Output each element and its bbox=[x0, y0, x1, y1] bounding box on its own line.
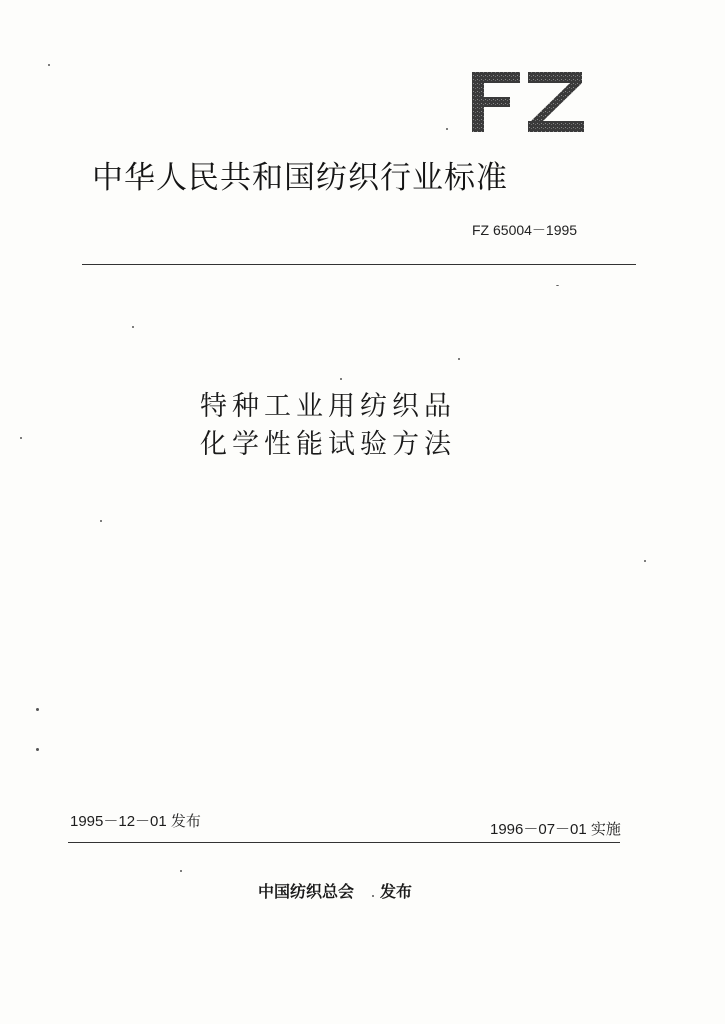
fz-logo bbox=[468, 66, 588, 136]
standard-number: FZ 65004－1995 bbox=[472, 222, 578, 238]
scan-speck bbox=[644, 560, 646, 562]
document-title bbox=[200, 388, 540, 464]
scan-speck bbox=[36, 708, 39, 711]
scan-speck bbox=[446, 128, 448, 130]
issuing-authority-title: 中华人民共和国纺织行业标准 bbox=[92, 160, 508, 196]
scan-speck bbox=[372, 895, 374, 897]
scan-speck bbox=[458, 358, 460, 360]
issue-date: 1995－12－01 发布 bbox=[70, 813, 201, 830]
fz-logo-graphic bbox=[468, 66, 588, 136]
scan-speck bbox=[20, 437, 22, 439]
publisher-line bbox=[258, 879, 412, 902]
scan-speck bbox=[100, 520, 102, 522]
scan-speck bbox=[48, 64, 50, 66]
publisher-action: 发布 bbox=[380, 882, 413, 901]
publisher-name: 中国纺织总会 bbox=[258, 882, 355, 901]
scan-speck bbox=[132, 326, 134, 328]
scan-speck bbox=[340, 378, 342, 380]
document-title-line-2: 化学性能试验方法 bbox=[200, 429, 456, 460]
scan-speck bbox=[556, 285, 559, 286]
footer-divider bbox=[68, 842, 620, 843]
implementation-date: 1996－07－01 实施 bbox=[490, 821, 621, 838]
header-divider bbox=[82, 264, 636, 265]
scan-speck bbox=[180, 870, 182, 872]
document-title-line-1: 特种工业用纺织品 bbox=[200, 391, 456, 422]
scan-speck bbox=[36, 748, 39, 751]
